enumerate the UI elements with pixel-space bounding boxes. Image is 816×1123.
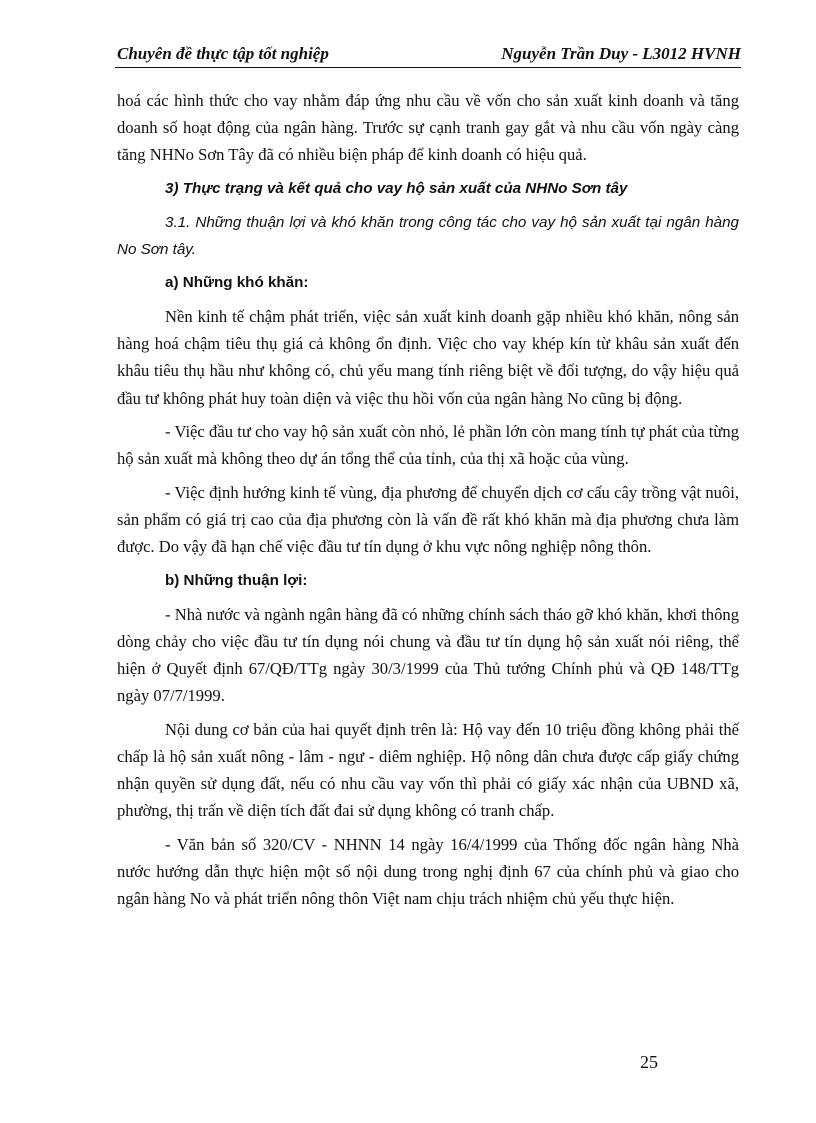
page-number: 25 [640,1052,658,1072]
paragraph-continuation: hoá các hình thức cho vay nhằm đáp ứng nhu cầu về vốn cho sản xuất kinh doanh và tăng doanh số hoạt động của ngân hàng. Trước sự cạnh tranh gay gắt và nhu cầu vốn ngày càng tăng NHNo Sơn Tây đã có nhiều biện pháp để kinh doanh có hiệu quả. [117,91,739,165]
header-divider [115,67,741,68]
header-author: Nguyễn Trần Duy - L3012 HVNH [501,44,741,63]
section-heading: 3) Thực trạng và kết quả cho vay hộ sản xuất của NHNo Sơn tây [165,180,628,197]
bullet-paragraph: - Văn bản số 320/CV - NHNN 14 ngày 16/4/1999 của Thống đốc ngân hàng Nhà nước hướng dẫn thực hiện một số nội dung trong nghị định 67 của chính phủ và giao cho ngân hàng No và phát triển nông thôn Việt nam chịu trách nhiệm chủ yếu thực hiện. [117,834,739,909]
subsection-heading: 3.1. Những thuận lợi và khó khăn trong công tác cho vay hộ sản xuất tại ngân hàng No Sơn tây. [117,213,739,258]
header-document-title: Chuyên đề thực tập tốt nghiệp [117,44,329,63]
page-body [117,87,739,919]
paragraph: Nền kinh tế chậm phát triển, việc sản xuất kinh doanh gặp nhiều khó khăn, nông sản hàng hoá chậm tiêu thụ giá cả không ổn định. Việc cho vay khép kín từ khâu sản xuất đến khâu tiêu thụ hầu như không có, chủ yếu mang tính riêng biệt về đối tượng, do vậy hiệu quả đầu tư không phát huy toàn diện và việc thu hồi vốn của ngân hàng No cũng bị động. [117,306,739,408]
bullet-paragraph: - Việc định hướng kinh tế vùng, địa phương để chuyển dịch cơ cấu cây trồng vật nuôi, sản phẩm có giá trị cao của địa phương còn là vấn đề rất khó khăn mà địa phương chưa làm được. Do vậy đã hạn chế việc đầu tư tín dụng ở khu vực nông nghiệp nông thôn. [117,482,739,557]
bullet-paragraph: - Nhà nước và ngành ngân hàng đã có những chính sách tháo gỡ khó khăn, khơi thông dòng chảy cho việc đầu tư tín dụng nói chung và đầu tư tín dụng hộ sản xuất nói riêng, thể hiện ở Quyết định 67/QĐ/TTg ngày 30/3/1999 của Thủ tướng Chính phủ và QĐ 148/TTg ngày 07/7/1999. [117,604,739,706]
advantages-heading: b) Những thuận lợi: [165,571,308,589]
bullet-paragraph: - Việc đầu tư cho vay hộ sản xuất còn nhỏ, lẻ phần lớn còn mang tính tự phát của từng hộ sản xuất mà không theo dự án tổng thể của tỉnh, của thị xã hoặc của vùng. [117,422,739,469]
difficulties-heading: a) Những khó khăn: [165,274,309,292]
paragraph: Nội dung cơ bản của hai quyết định trên là: Hộ vay đến 10 triệu đồng không phải thế chấp là hộ sản xuất nông - lâm - ngư - diêm nghiệp. Hộ nông dân chưa được cấp giấy chứng nhận quyền sử dụng đất, nếu có nhu cầu vay vốn thì phải có giấy xác nhận của UBND xã, phường, thị trấn về diện tích đất đai sử dụng không có tranh chấp. [117,719,739,821]
